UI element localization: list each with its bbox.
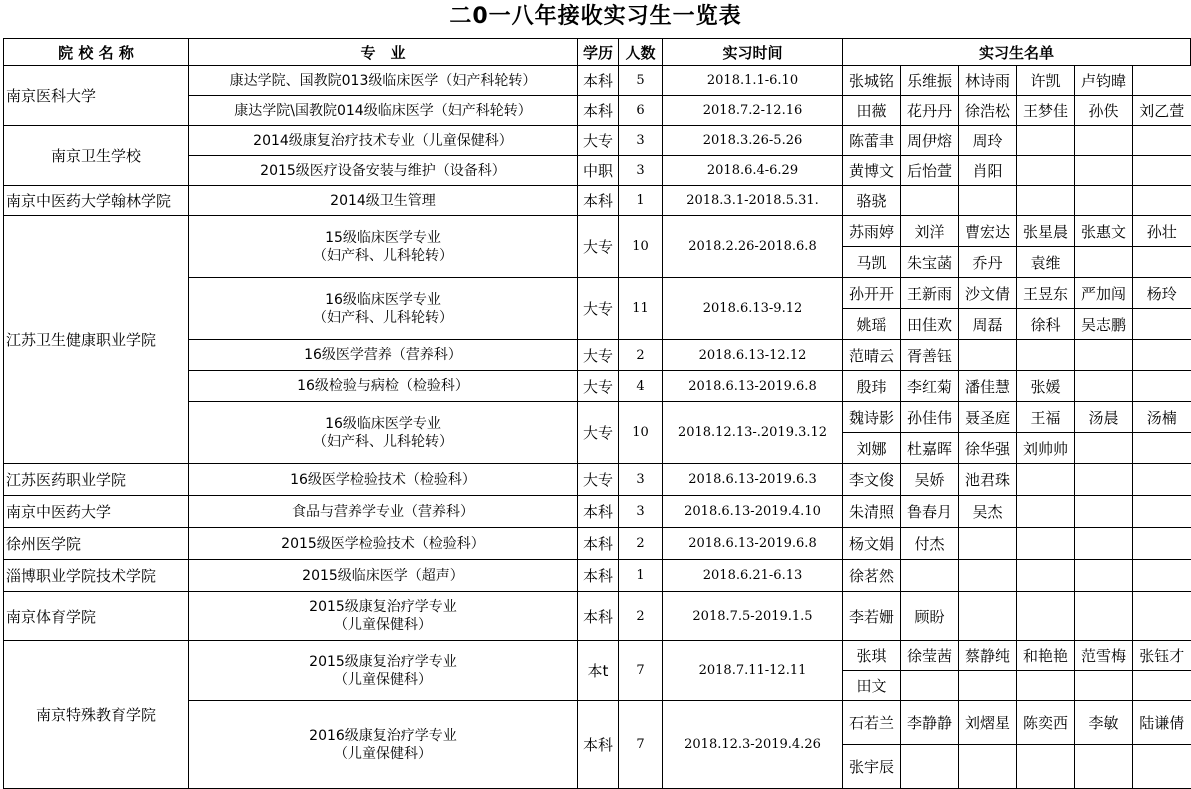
student-name-cell: 孙开开 (843, 278, 901, 309)
school-cell: 淄博职业学院技术学院 (4, 560, 189, 592)
student-name-cell (1133, 528, 1191, 560)
period-cell: 2018.1.1-6.10 (663, 66, 843, 96)
student-name-cell (959, 592, 1017, 641)
major-cell (189, 216, 578, 278)
degree-cell: 本科 (578, 186, 619, 216)
sheet-title: 二0一八年接收实习生一览表 (449, 4, 742, 29)
student-name-cell: 乔丹 (959, 247, 1017, 278)
student-name-cell: 袁维 (1017, 247, 1075, 278)
degree-cell: 大专 (578, 402, 619, 464)
school-cell: 江苏医药职业学院 (4, 464, 189, 496)
student-name-cell: 田文 (843, 671, 901, 701)
student-name-cell (1075, 671, 1133, 701)
student-name-cell (1133, 66, 1191, 96)
student-name-cell: 陈蕾聿 (843, 126, 901, 156)
student-name-cell (1075, 247, 1133, 278)
major-cell (189, 402, 578, 464)
header-students: 实习生名单 (843, 39, 1191, 66)
degree-cell: 本科 (578, 528, 619, 560)
student-name-cell (1133, 126, 1191, 156)
period-cell: 2018.6.13-12.12 (663, 340, 843, 371)
major-line: 2015级康复治疗学专业 (309, 653, 457, 670)
header-major: 专 业 (189, 39, 578, 66)
major-cell: 2015级医疗设备安装与维护（设备科） (189, 156, 578, 186)
student-name-cell: 胥善钰 (901, 340, 959, 371)
student-name-cell (1133, 464, 1191, 496)
major-cell: 康达学院、国教院013级临床医学（妇产科轮转） (189, 66, 578, 96)
student-name-cell: 张城铭 (843, 66, 901, 96)
student-name-cell: 孙壮 (1133, 216, 1191, 247)
school-cell: 江苏卫生健康职业学院 (4, 216, 189, 464)
student-name-cell: 朱清照 (843, 496, 901, 528)
student-name-cell (959, 560, 1017, 592)
major-cell: 16级医学检验技术（检验科） (189, 464, 578, 496)
student-name-cell: 朱宝菡 (901, 247, 959, 278)
student-name-cell: 李若姗 (843, 592, 901, 641)
count-cell: 2 (619, 528, 663, 560)
table-row (4, 641, 1191, 671)
student-name-cell: 王新雨 (901, 278, 959, 309)
major-cell: 2014级康复治疗技术专业（儿童保健科） (189, 126, 578, 156)
school-cell: 南京特殊教育学院 (4, 641, 189, 789)
degree-cell: 本科 (578, 96, 619, 126)
major-line: 2016级康复治疗学专业 (309, 727, 457, 744)
student-name-cell (1133, 340, 1191, 371)
count-cell: 7 (619, 701, 663, 789)
period-cell: 2018.12.13-.2019.3.12 (663, 402, 843, 464)
student-name-cell: 骆骁 (843, 186, 901, 216)
table-row (4, 496, 1191, 528)
student-name-cell: 曹宏达 (959, 216, 1017, 247)
major-line: （儿童保健科） (334, 671, 432, 688)
degree-cell: 大专 (578, 464, 619, 496)
student-name-cell (1017, 186, 1075, 216)
student-name-cell (1017, 528, 1075, 560)
student-name-cell (1075, 745, 1133, 789)
student-name-cell (1133, 156, 1191, 186)
period-cell: 2018.2.26-2018.6.8 (663, 216, 843, 278)
student-name-cell: 马凯 (843, 247, 901, 278)
student-name-cell: 范雪梅 (1075, 641, 1133, 671)
degree-cell: 本科 (578, 496, 619, 528)
student-name-cell: 后怡萱 (901, 156, 959, 186)
student-name-cell: 潘佳慧 (959, 371, 1017, 402)
student-name-cell: 付杰 (901, 528, 959, 560)
major-cell (189, 278, 578, 340)
student-name-cell: 花丹丹 (901, 96, 959, 126)
degree-cell: 本科 (578, 66, 619, 96)
major-line: （妇产科、儿科轮转） (313, 309, 453, 326)
student-name-cell (1133, 496, 1191, 528)
student-name-cell: 吴志鹏 (1075, 309, 1133, 340)
student-name-cell: 张惠文 (1075, 216, 1133, 247)
student-name-cell: 姚瑶 (843, 309, 901, 340)
student-name-cell: 黄博文 (843, 156, 901, 186)
student-name-cell (1017, 340, 1075, 371)
student-name-cell: 池君珠 (959, 464, 1017, 496)
table-row (4, 66, 1191, 96)
period-cell: 2018.6.13-2019.6.8 (663, 528, 843, 560)
degree-cell: 大专 (578, 371, 619, 402)
student-name-cell: 王梦佳 (1017, 96, 1075, 126)
student-name-cell (1075, 496, 1133, 528)
count-cell: 4 (619, 371, 663, 402)
major-cell: 食品与营养学专业（营养科） (189, 496, 578, 528)
student-name-cell (1075, 592, 1133, 641)
student-name-cell (901, 186, 959, 216)
major-line: （妇产科、儿科轮转） (313, 433, 453, 450)
student-name-cell: 吴杰 (959, 496, 1017, 528)
degree-cell: 本科 (578, 560, 619, 592)
major-cell (189, 701, 578, 789)
student-name-cell: 杨玲 (1133, 278, 1191, 309)
student-name-cell (1133, 247, 1191, 278)
student-name-cell: 卢钧暐 (1075, 66, 1133, 96)
student-name-cell: 李敏 (1075, 701, 1133, 745)
student-name-cell: 魏诗影 (843, 402, 901, 433)
major-line: 16级临床医学专业 (325, 415, 441, 432)
school-cell: 南京医科大学 (4, 66, 189, 126)
count-cell: 3 (619, 464, 663, 496)
major-line: （儿童保健科） (334, 617, 432, 633)
student-name-cell: 孙佳伟 (901, 402, 959, 433)
table-row (4, 528, 1191, 560)
student-name-cell: 徐华强 (959, 433, 1017, 464)
student-name-cell (1133, 560, 1191, 592)
period-cell: 2018.6.13-2019.6.8 (663, 371, 843, 402)
student-name-cell (1017, 745, 1075, 789)
student-name-cell (1133, 745, 1191, 789)
student-name-cell: 杜嘉晖 (901, 433, 959, 464)
student-name-cell: 和艳艳 (1017, 641, 1075, 671)
major-line: （儿童保健科） (334, 745, 432, 762)
student-name-cell (959, 528, 1017, 560)
period-cell: 2018.6.21-6.13 (663, 560, 843, 592)
student-name-cell: 周磊 (959, 309, 1017, 340)
student-name-cell: 孙佚 (1075, 96, 1133, 126)
student-name-cell: 汤楠 (1133, 402, 1191, 433)
count-cell: 1 (619, 186, 663, 216)
student-name-cell: 刘洋 (901, 216, 959, 247)
school-cell: 南京中医药大学 (4, 496, 189, 528)
student-name-cell: 田薇 (843, 96, 901, 126)
student-name-cell (1017, 592, 1075, 641)
student-name-cell: 徐浩松 (959, 96, 1017, 126)
student-name-cell (1133, 433, 1191, 464)
student-name-cell (1075, 340, 1133, 371)
student-name-cell: 许凯 (1017, 66, 1075, 96)
count-cell: 1 (619, 560, 663, 592)
student-name-cell: 李红菊 (901, 371, 959, 402)
student-name-cell: 张钰才 (1133, 641, 1191, 671)
student-name-cell (1133, 186, 1191, 216)
major-cell (189, 592, 578, 641)
table-row (4, 592, 1191, 641)
student-name-cell: 陈奕西 (1017, 701, 1075, 745)
student-name-cell: 严加闯 (1075, 278, 1133, 309)
major-line: （妇产科、儿科轮转） (313, 247, 453, 264)
student-name-cell: 李文俊 (843, 464, 901, 496)
count-cell: 2 (619, 592, 663, 641)
period-cell: 2018.7.11-12.11 (663, 641, 843, 701)
header-row (4, 39, 1191, 66)
school-cell: 徐州医学院 (4, 528, 189, 560)
count-cell: 7 (619, 641, 663, 701)
student-name-cell (1133, 309, 1191, 340)
student-name-cell (1017, 560, 1075, 592)
student-name-cell (1017, 126, 1075, 156)
degree-cell: 大专 (578, 126, 619, 156)
student-name-cell: 徐茗然 (843, 560, 901, 592)
student-name-cell: 刘帅帅 (1017, 433, 1075, 464)
student-name-cell: 杨文娟 (843, 528, 901, 560)
period-cell: 2018.12.3-2019.4.26 (663, 701, 843, 789)
student-name-cell: 王昱东 (1017, 278, 1075, 309)
major-line: 2015级康复治疗学专业 (309, 599, 457, 615)
student-name-cell (959, 340, 1017, 371)
student-name-cell: 周玲 (959, 126, 1017, 156)
school-cell: 南京卫生学校 (4, 126, 189, 186)
student-name-cell: 周伊熔 (901, 126, 959, 156)
table-row (4, 186, 1191, 216)
period-cell: 2018.3.1-2018.5.31. (663, 186, 843, 216)
count-cell: 10 (619, 402, 663, 464)
student-name-cell: 徐莹茜 (901, 641, 959, 671)
school-cell: 南京体育学院 (4, 592, 189, 641)
header-degree: 学历 (578, 39, 619, 66)
student-name-cell (1017, 464, 1075, 496)
count-cell: 3 (619, 156, 663, 186)
student-name-cell: 石若兰 (843, 701, 901, 745)
student-name-cell: 徐科 (1017, 309, 1075, 340)
degree-cell: 本科 (578, 592, 619, 641)
degree-cell: 大专 (578, 340, 619, 371)
degree-cell: 大专 (578, 216, 619, 278)
student-name-cell (959, 671, 1017, 701)
student-name-cell: 陆谦倩 (1133, 701, 1191, 745)
major-cell: 2014级卫生管理 (189, 186, 578, 216)
period-cell: 2018.7.2-12.16 (663, 96, 843, 126)
student-name-cell: 苏雨婷 (843, 216, 901, 247)
major-cell: 康达学院\国教院014级临床医学（妇产科轮转） (189, 96, 578, 126)
period-cell: 2018.6.13-9.12 (663, 278, 843, 340)
intern-table (3, 38, 1191, 789)
student-name-cell (1133, 671, 1191, 701)
student-name-cell (1075, 156, 1133, 186)
student-name-cell: 田佳欢 (901, 309, 959, 340)
period-cell: 2018.6.4-6.29 (663, 156, 843, 186)
student-name-cell (1017, 496, 1075, 528)
student-name-cell: 殷玮 (843, 371, 901, 402)
count-cell: 6 (619, 96, 663, 126)
major-cell: 16级检验与病检（检验科） (189, 371, 578, 402)
period-cell: 2018.6.13-2019.4.10 (663, 496, 843, 528)
student-name-cell (1075, 186, 1133, 216)
major-line: 16级临床医学专业 (325, 291, 441, 308)
student-name-cell: 范晴云 (843, 340, 901, 371)
table-row (4, 216, 1191, 247)
student-name-cell (959, 186, 1017, 216)
student-name-cell (1075, 464, 1133, 496)
student-name-cell: 汤晨 (1075, 402, 1133, 433)
student-name-cell (1133, 592, 1191, 641)
student-name-cell (901, 560, 959, 592)
student-name-cell: 乐维振 (901, 66, 959, 96)
count-cell: 3 (619, 126, 663, 156)
degree-cell: 本科 (578, 701, 619, 789)
student-name-cell (1075, 371, 1133, 402)
student-name-cell: 林诗雨 (959, 66, 1017, 96)
student-name-cell: 刘乙萱 (1133, 96, 1191, 126)
header-school: 院 校 名 称 (4, 39, 189, 66)
student-name-cell: 刘娜 (843, 433, 901, 464)
student-name-cell (1017, 156, 1075, 186)
period-cell: 2018.7.5-2019.1.5 (663, 592, 843, 641)
student-name-cell (901, 745, 959, 789)
count-cell: 3 (619, 496, 663, 528)
count-cell: 10 (619, 216, 663, 278)
table-row (4, 126, 1191, 156)
student-name-cell (1075, 433, 1133, 464)
student-name-cell: 肖阳 (959, 156, 1017, 186)
student-name-cell (1075, 528, 1133, 560)
count-cell: 5 (619, 66, 663, 96)
student-name-cell: 沙文倩 (959, 278, 1017, 309)
student-name-cell: 张宇辰 (843, 745, 901, 789)
count-cell: 11 (619, 278, 663, 340)
student-name-cell (1075, 126, 1133, 156)
count-cell: 2 (619, 340, 663, 371)
student-name-cell: 鲁春月 (901, 496, 959, 528)
header-period: 实习时间 (663, 39, 843, 66)
school-cell: 南京中医药大学翰林学院 (4, 186, 189, 216)
degree-cell: 本t (578, 641, 619, 701)
student-name-cell: 吴娇 (901, 464, 959, 496)
student-name-cell: 顾盼 (901, 592, 959, 641)
student-name-cell: 张媛 (1017, 371, 1075, 402)
student-name-cell (959, 745, 1017, 789)
major-line: 15级临床医学专业 (325, 229, 441, 246)
student-name-cell: 蔡静纯 (959, 641, 1017, 671)
period-cell: 2018.6.13-2019.6.3 (663, 464, 843, 496)
major-cell: 2015级医学检验技术（检验科） (189, 528, 578, 560)
student-name-cell: 李静静 (901, 701, 959, 745)
student-name-cell (1133, 371, 1191, 402)
degree-cell: 中职 (578, 156, 619, 186)
student-name-cell (1075, 560, 1133, 592)
table-row (4, 464, 1191, 496)
degree-cell: 大专 (578, 278, 619, 340)
major-cell (189, 641, 578, 701)
student-name-cell (1017, 671, 1075, 701)
period-cell: 2018.3.26-5.26 (663, 126, 843, 156)
student-name-cell (901, 671, 959, 701)
major-cell: 16级医学营养（营养科） (189, 340, 578, 371)
table-row (4, 560, 1191, 592)
student-name-cell: 刘熠星 (959, 701, 1017, 745)
student-name-cell: 聂圣庭 (959, 402, 1017, 433)
student-name-cell: 张琪 (843, 641, 901, 671)
major-cell: 2015级临床医学（超声） (189, 560, 578, 592)
student-name-cell: 张星晨 (1017, 216, 1075, 247)
student-name-cell: 王福 (1017, 402, 1075, 433)
header-count: 人数 (619, 39, 663, 66)
